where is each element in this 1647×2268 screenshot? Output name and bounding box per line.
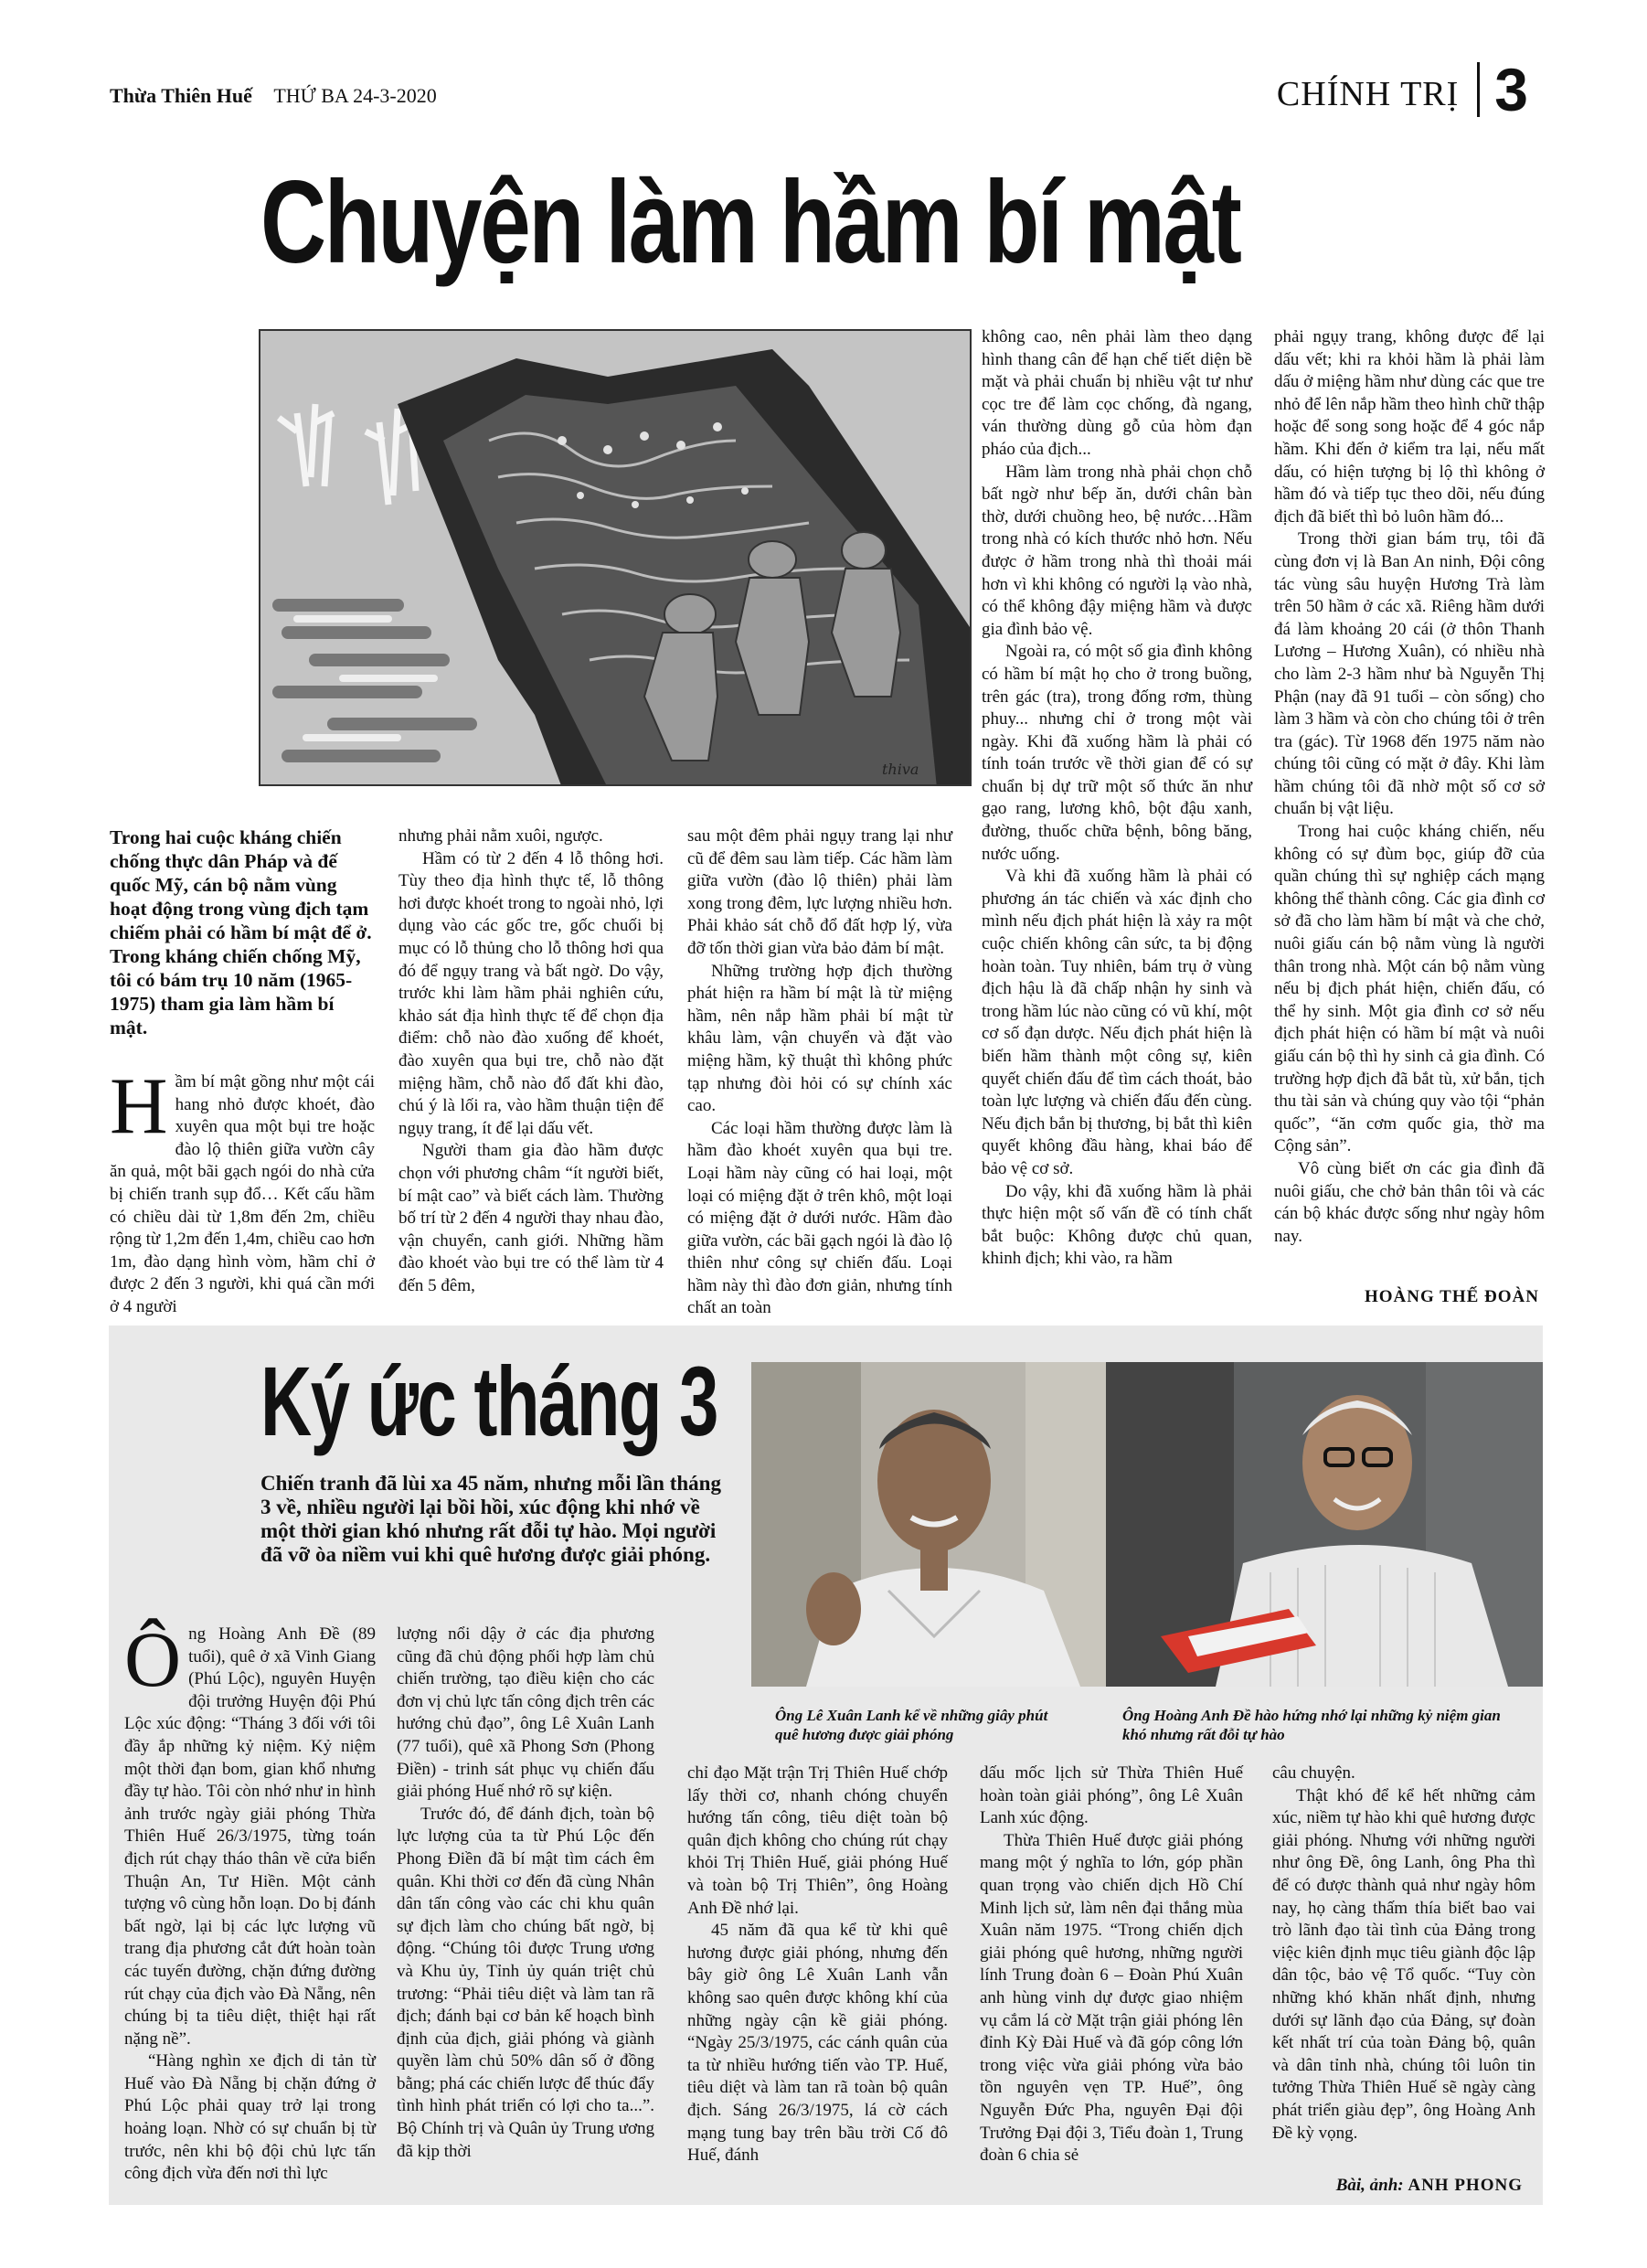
article2-paragraph: lượng nổi dậy ở các địa phương cũng đã chủ động phối hợp làm chủ chiến trường, tạo điều kiện cho các đơn vị chủ lực tấn công địch trên các hướng chủ đạo”, ông Lê Xuân Lanh (77 tuổi), quê xã Phong Sơn (Phong Điền) - trinh sát phục vụ chiến đấu giải phóng Huế nhớ rõ sự kiện. bbox=[397, 1624, 654, 1802]
article2-paragraph: chỉ đạo Mặt trận Trị Thiên Huế chớp lấy thời cơ, nhanh chóng chuyển hướng tấn công, tiêu diệt toàn bộ quân địch không cho chúng rút chạy khỏi Trị Thiên Huế, giải phóng Huế và toàn bộ Trị Thiên”, ông Hoàng Anh Đề nhớ lại. bbox=[687, 1763, 948, 1918]
tunnel-digging-illustration bbox=[260, 331, 972, 786]
article1-dropcap: H bbox=[110, 1062, 168, 1151]
article2-column-3 bbox=[687, 1762, 948, 2167]
article1-paragraph: Và khi đã xuống hầm là phải có phương án tác chiến và xác định cho mình nếu địch phát hiện là xảy ra một cuộc chiến không cân sức, ta bị động hoàn toàn. Tuy nhiên, bám trụ ở vùng địch hậu là đã chấp nhận hy sinh và trong hầm lúc nào cũng có vũ khí, một cơ số đạn dược. Nếu địch phát hiện là biến hầm thành một công sự, kiên quyết chiến đấu để tìm cách thoát, bảo toàn lực lượng và chiến đấu đến cùng. Nếu địch bắn bị thương, bị bắt thì kiên quyết không đầu hàng, khai báo để bảo vệ cơ sở. bbox=[982, 867, 1252, 1178]
article2-paragraph: Trước đó, để đánh địch, toàn bộ lực lượng của ta từ Phú Lộc đến Phong Điền đã bí mật tìm cách êm quân. Khi thời cơ đến đã cùng Nhân dân tấn công vào các chi khu quân sự địch làm cho chúng bất ngờ, bị động. “Chúng tôi được Trung ương và Khu ủy, Tỉnh ủy quán triệt chủ trương: “Phải tiêu diệt và làm tan rã địch; đánh bại cơ bản kế hoạch bình định của địch, giải phóng và giành quyền làm chủ 50% dân số ở đồng bằng; phá các chiến lược để thúc đẩy tình hình phát triển có lợi cho ta...”. Bộ Chính trị và Quân ủy Trung ương đã kịp thời bbox=[397, 1804, 654, 2161]
issue-date: THỨ BA 24-3-2020 bbox=[273, 84, 437, 107]
article2-paragraph: Thật khó để kể hết những cảm xúc, niềm tự hào khi quê hương được giải phóng. Nhưng với những người như ông Đề, ông Lanh, ông Pha thì để có được thành quả như ngày hôm nay, họ càng thấm thía biết bao vai trò lãnh đạo tài tình của Đảng trong việc kiên định mục tiêu giành độc lập dân tộc, bảo vệ Tổ quốc. “Tuy còn những khó khăn nhất định, nhưng dưới sự lãnh đạo của Đảng, sự đoàn kết nhất trí của toàn Đảng bộ, quân và dân tỉnh nhà, chúng tôi luôn tin tưởng Thừa Thiên Huế sẽ ngày càng phát triển giàu đẹp”, ông Hoàng Anh Đề kỳ vọng. bbox=[1272, 1785, 1535, 2143]
page-number: 3 bbox=[1494, 56, 1528, 123]
article1-illustration bbox=[259, 329, 972, 786]
section-name: CHÍNH TRỊ bbox=[1276, 75, 1460, 113]
article2-title: Ký ức tháng 3 bbox=[260, 1346, 717, 1456]
article1-paragraph: không cao, nên phải làm theo dạng hình thang cân để hạn chế tiết diện bề mặt và phải chuẩn bị nhiều vật tư như cọc tre để làm cọc chống, đà ngang, ván thường dùng gỗ của hòm đạn pháo của địch... bbox=[982, 327, 1252, 459]
page-header-left bbox=[110, 84, 437, 108]
article2-paragraph: 45 năm đã qua kể từ khi quê hương được giải phóng, nhưng đến bây giờ ông Lê Xuân Lanh vẫn không sao quên được không khí của những ngày cận kề giải phóng. “Ngày 25/3/1975, các cánh quân của ta từ nhiều hướng tiến vào TP. Huế, tiêu diệt và làm tan rã toàn bộ quân địch. Sáng 26/3/1975, lá cờ cách mạng tung bay trên bầu trời Cố đô Huế, đánh bbox=[687, 1921, 948, 2166]
article1-paragraph: Những trường hợp địch thường phát hiện ra hầm bí mật là từ miệng hầm, nên nắp hầm phải bí mật từ khâu làm, vận chuyển và đặt vào miệng hầm, kỹ thuật thì không phức tạp nhưng đòi hỏi có sự chính xác cao. bbox=[687, 961, 952, 1116]
article1-paragraph: Các loại hầm thường được làm là hầm đào khoét xuyên qua bụi tre. Loại hầm này cũng có hai loại, một loại có miệng đặt ở trên khô, một loại có miệng đặt ở dưới nước. Hầm đào giữa vườn, các bãi gạch ngói là đào lộ thiên như công sự chiến đấu. Loại hầm này thì đào đơn giản, nhưng tính chất an toàn bbox=[687, 1118, 952, 1318]
article2-paragraph: Thừa Thiên Huế được giải phóng mang một ý nghĩa to lớn, góp phần quan trọng vào chiến dịch Hồ Chí Minh lịch sử, làm nên đại thắng mùa Xuân năm 1975. “Trong chiến dịch giải phóng quê hương, những người lính Trung đoàn 6 – Đoàn Phú Xuân anh hùng vinh dự được giao nhiệm vụ cắm lá cờ Mặt trận giải phóng lên đỉnh Kỳ Đài Huế và đã góp công lớn trong việc vừa giải phóng vừa bảo tồn nguyên vẹn TP. Huế”, ông Nguyễn Đức Pha, nguyên Đại đội Trưởng Đại đội 3, Tiểu đoàn 1, Trung đoàn 6 chia sẻ bbox=[980, 1830, 1243, 2166]
photo2-caption: Ông Hoàng Anh Đề hào hứng nhớ lại những kỷ niệm gian khó nhưng rất đỗi tự hào bbox=[1122, 1707, 1501, 1743]
photo-hoang-anh-de bbox=[1106, 1362, 1543, 1687]
article1-column-1 bbox=[110, 1062, 375, 1319]
article1-title: Chuyện làm hầm bí mật bbox=[260, 157, 1240, 288]
article2-column-2 bbox=[397, 1624, 654, 2163]
article1-lead: Trong hai cuộc kháng chiến chống thực dân Pháp và đế quốc Mỹ, cán bộ nằm vùng hoạt động trong vùng địch tạm chiếm phải có hầm bí mật để ở. Trong kháng chiến chống Mỹ, tôi có bám trụ 10 năm (1965-1975) tham gia làm hầm bí mật. bbox=[110, 826, 372, 1038]
byline-name: ANH PHONG bbox=[1408, 2176, 1523, 2195]
header-divider bbox=[1477, 62, 1480, 117]
article1-column-3 bbox=[687, 825, 952, 1320]
article1-paragraph: Hầm có từ 2 đến 4 lỗ thông hơi. Tùy theo địa hình thực tế, lỗ thông hơi được khoét trong to ngoài nhỏ, lợi dụng vào các gốc tre, gốc chuối bị mục có lỗ thủng cho lỗ thông hơi qua đó để ngụy trang và bất ngờ. Do vậy, trước khi làm hầm phải nghiên cứu, khảo sát địa hình thực tế để chọn địa điểm: chỗ nào đào xuống để khoét, đào xuyên qua bụi tre, chỗ nào đặt miệng hầm, chỗ nào đổ đất khi đào, chú ý là lối ra, vào hầm thuận tiện để ngụy trang, ít để lại dấu vết. bbox=[398, 848, 664, 1138]
article2-paragraph: Ông Hoàng Anh Đề (89 tuổi), quê ở xã Vinh Giang (Phú Lộc), nguyên Huyện đội trưởng Huyện đội Phú Lộc xúc động: “Tháng 3 đối với tôi đầy ắp những kỷ niệm. Kỷ niệm một thời đạn bom, gian khổ nhưng đầy tự hào. Tôi còn nhớ như in hình ảnh trước ngày giải phóng Thừa Thiên Huế 26/3/1975, từng toán địch rút chạy tháo thân về cửa biển Thuận An, Tư Hiền. Một cảnh tượng vô cùng hỗn loạn. Do bị đánh bất ngờ, lại bị các lực lượng vũ trang địa phương cắt đứt hoàn toàn các tuyến đường, chặn đứng đường rút chạy của địch vào Đà Nẵng, nên chúng bị ta tiêu diệt, thiệt hại rất nặng nề”. bbox=[124, 1615, 376, 2049]
article1-byline: HOÀNG THẾ ĐOÀN bbox=[1364, 1287, 1539, 1306]
article2-paragraph: “Hàng nghìn xe địch di tản từ Huế vào Đà Nẵng bị chặn đứng ở Phú Lộc phải quay trở lại trong hoảng loạn. Nhờ có sự chuẩn bị từ trước, nên khi bộ đội chủ lực tấn công địch vừa đến nơi thì lực bbox=[124, 2051, 376, 2184]
article1-column-5 bbox=[1274, 326, 1545, 1248]
photo-le-xuan-lanh bbox=[751, 1362, 1117, 1687]
article2-column-4 bbox=[980, 1762, 1243, 2167]
article2-lead: Chiến tranh đã lùi xa 45 năm, nhưng mỗi lần tháng 3 về, nhiều người lại bồi hồi, xúc động khi nhớ về một thời gian khó nhưng rất đỗi tự hào. Mọi người đã vỡ òa niềm vui khi quê hương được giải phóng. bbox=[260, 1472, 721, 1566]
article2-dropcap: Ô bbox=[124, 1615, 182, 1703]
article2-column-1 bbox=[124, 1615, 376, 2186]
article1-paragraph: Do vậy, khi đã xuống hầm là phải thực hiện một số vấn đề có tính chất bắt buộc: Không được chủ quan, khinh địch; khi vào, ra hầm bbox=[982, 1181, 1252, 1269]
article1-paragraph: Trong thời gian bám trụ, tôi đã cùng đơn vị là Ban An ninh, Đội công tác vùng sâu huyện Hương Trà làm trên 50 hầm ở các xã. Riêng hầm dưới đá làm khoảng 20 cái (ở thôn Thanh Lương – Hương Xuân), có nhiều nhà cho làm 2-3 hầm như bà Nguyễn Thị Phận (nay đã 91 tuổi – còn sống) cho làm 3 hầm và còn cho chúng tôi ở trên tra (gác). Từ 1968 đến 1975 năm nào chúng tôi cũng có mặt ở đây. Khi làm hầm chúng tôi đã nhờ một số cơ sở chuẩn bị vật liệu. bbox=[1274, 529, 1545, 819]
article1-paragraph: Vô cùng biết ơn các gia đình đã nuôi giấu, che chở bản thân tôi và các cán bộ khác được sống như ngày hôm nay. bbox=[1274, 1158, 1545, 1246]
article1-column-2 bbox=[398, 825, 664, 1297]
article1-paragraph: sau một đêm phải ngụy trang lại như cũ để đêm sau làm tiếp. Các hầm làm giữa vườn (đào lộ thiên) phải làm xong trong đêm, lực lượng nhiều hơn. Phải khảo sát chỗ đổ đất hợp lý, vừa đỡ tốn thời gian vừa bảo đảm bí mật. bbox=[687, 826, 952, 958]
article2-byline bbox=[1336, 2176, 1523, 2196]
illustration-signature: thiva bbox=[882, 761, 919, 778]
article1-paragraph: Ngoài ra, có một số gia đình không có hầm bí mật họ cho ở trong buồng, trên gác (tra), trong đống rơm, thùng phuy... nhưng chỉ ở trong một vài ngày. Khi đã xuống hầm là phải có tính toán trước về thời gian để có sự chuẩn bị dự trữ một số thức ăn như gạo rang, lương khô, bột đậu xanh, đường, thuốc chữa bệnh, bông băng, nước uống. bbox=[982, 642, 1252, 864]
photo-portrait-2 bbox=[1106, 1362, 1543, 1687]
article1-paragraph: Trong hai cuộc kháng chiến, nếu không có sự đùm bọc, giúp đỡ của quần chúng thì sự nghiệp cách mạng không thể thành công. Các gia đình cơ sở đã cho làm hầm bí mật và che chở, nuôi giấu cán bộ nằm vùng là người thân trong nhà. Một cán bộ nằm vùng nếu bị địch phát hiện, chiến đấu, có thể hy sinh. Một gia đình cơ sở nếu địch phát hiện có hầm bí mật và nuôi giấu cán bộ thì hy sinh cả gia đình. Có trường hợp địch đã bắt tù, xử bắn, tịch thu tài sản và chúng quy vào tội “phản quốc”, “ăn cơm quốc gia, thờ ma Cộng sản”. bbox=[1274, 822, 1545, 1156]
byline-label: Bài, ảnh: bbox=[1335, 2176, 1404, 2195]
photo-portrait-1 bbox=[751, 1362, 1117, 1687]
article1-paragraph: Hầm làm trong nhà phải chọn chỗ bất ngờ như bếp ăn, dưới chân bàn thờ, dưới chuồng heo, bệ nước…Hầm trong nhà có kích thước nhỏ hơn. Nếu được ở hầm trong nhà thì thoải mái hơn vì khi không có người lạ vào nhà, có thể không đậy miệng hầm và được gia đình bảo vệ. bbox=[982, 462, 1252, 639]
article1-paragraph: Người tham gia đào hầm được chọn với phương châm “ít người biết, bí mật cao” và biết cách làm. Thường bố trí từ 2 đến 4 người thay nhau đào, vận chuyển, canh giới. Những hầm đào khoét vào bụi tre có thể làm từ 4 đến 5 đêm, bbox=[398, 1141, 664, 1295]
article1-paragraph: phải ngụy trang, không được để lại dấu vết; khi ra khỏi hầm là phải làm dấu ở miệng hầm như dùng các que tre nhỏ để lên nắp hầm theo hình chữ thập hoặc để song song hoặc để 4 góc nắp hầm. Khi đến ở kiểm tra lại, nếu mất dấu, có hiện tượng bị lộ thì không ở hầm đó và tiếp tục theo dõi, nếu đúng địch đã biết thì bỏ luôn hầm đó... bbox=[1274, 327, 1545, 527]
article2-paragraph: dấu mốc lịch sử Thừa Thiên Huế hoàn toàn giải phóng”, ông Lê Xuân Lanh xúc động. bbox=[980, 1763, 1243, 1828]
article1-paragraph: nhưng phải nằm xuôi, ngược. bbox=[398, 826, 603, 846]
article2-column-5 bbox=[1272, 1762, 1535, 2145]
article2-paragraph: câu chuyện. bbox=[1272, 1763, 1355, 1783]
page-header-right bbox=[1277, 55, 1528, 124]
photo1-caption: Ông Lê Xuân Lanh kể về những giây phút quê hương được giải phóng bbox=[775, 1707, 1048, 1743]
article1-paragraph: Hầm bí mật gồng như một cái hang nhỏ được khoét, đào xuyên qua một bụi tre hoặc đào lộ thiên giữa vườn cây ăn quả, một bãi gạch ngói do nhà cửa bị chiến tranh sụp đổ… Kết cấu hầm có chiều dài từ 1,8m đến 2m, chiều rộng từ 1,2m đến 1,4m, chiều cao hơn 1m, đào dạng hình vòm, hầm chỉ ở được 2 đến 3 người, khi quá cần mới ở 4 người bbox=[110, 1062, 375, 1316]
newspaper-brand: Thừa Thiên Huế bbox=[110, 84, 252, 107]
article1-column-4 bbox=[982, 326, 1252, 1271]
